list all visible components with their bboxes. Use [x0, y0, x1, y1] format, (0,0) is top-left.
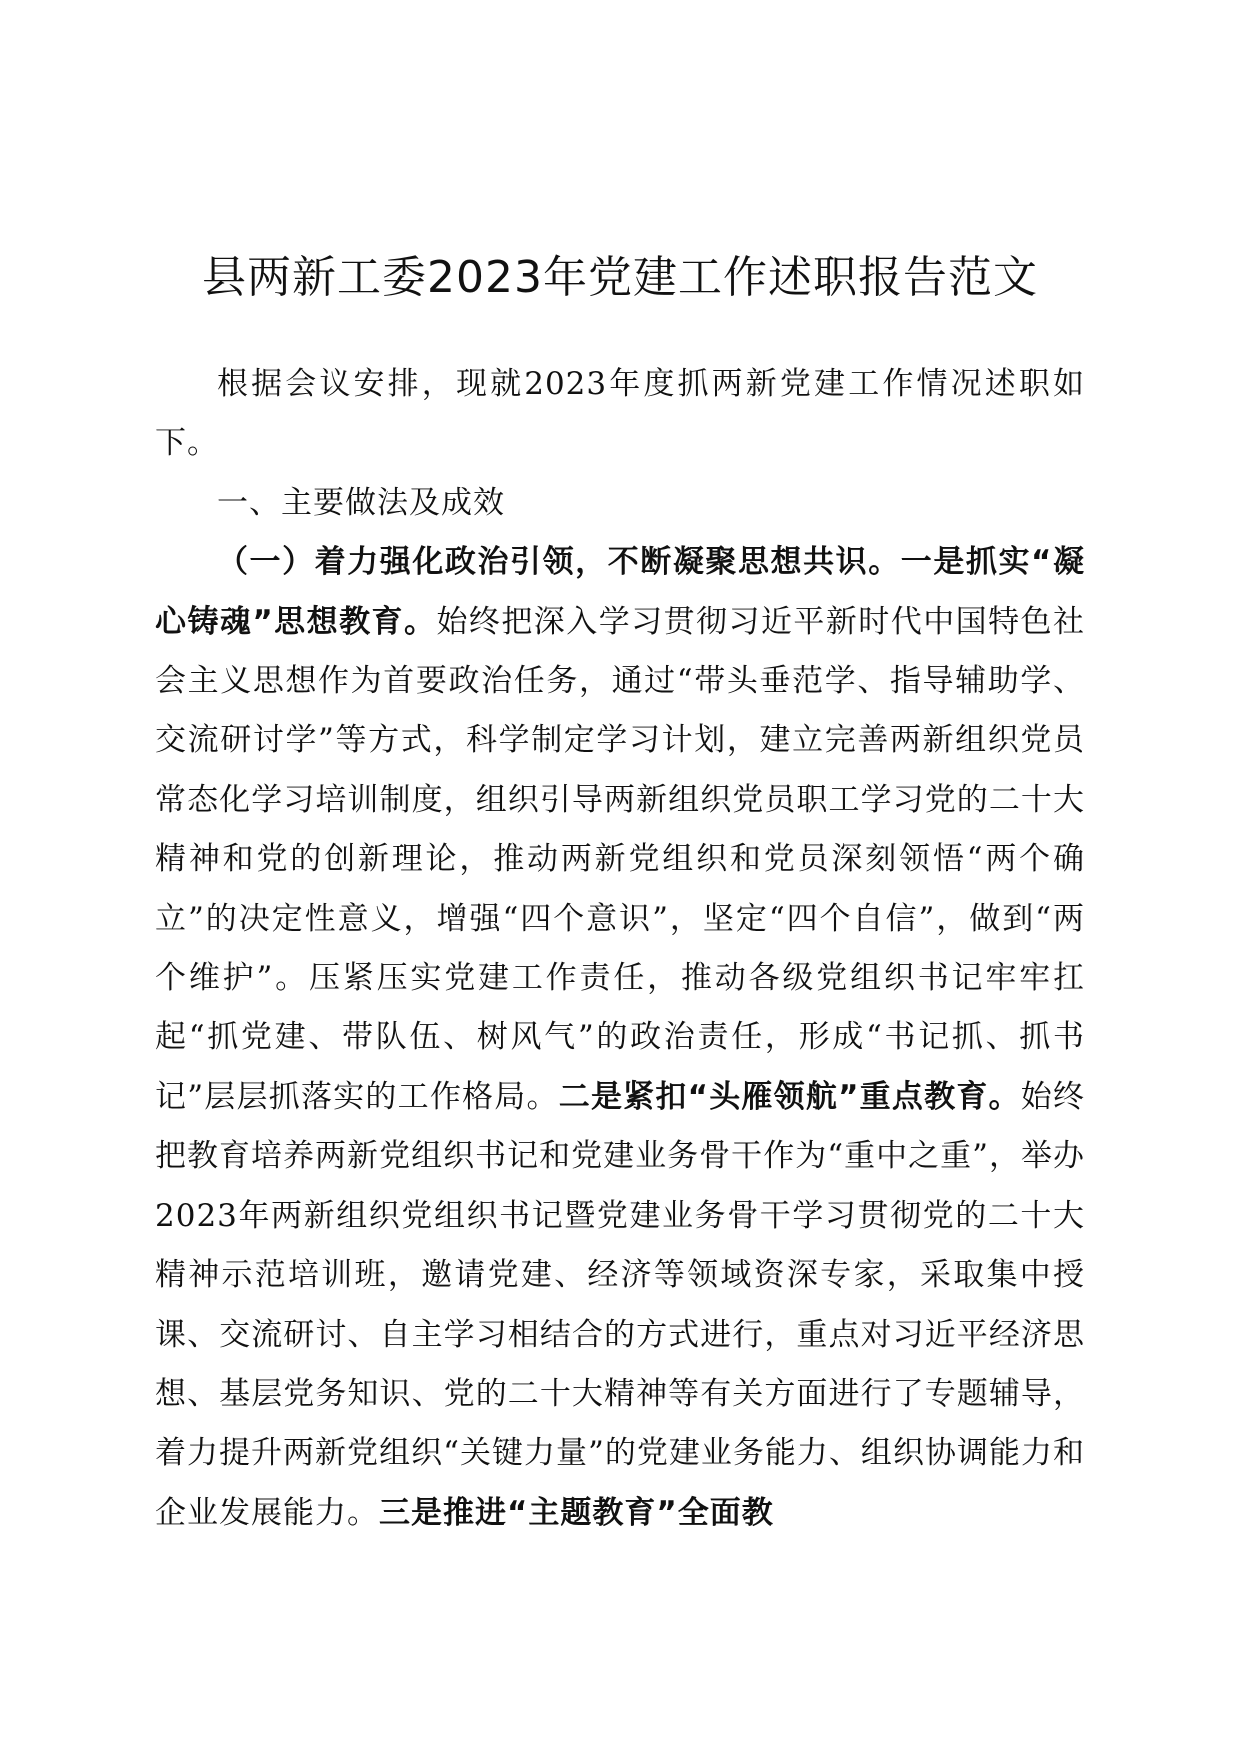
document-body — [155, 355, 1085, 1543]
document-title: 县两新工委2023年党建工作述职报告范文 — [202, 252, 1038, 303]
section-heading: 一、主要做法及成效 — [217, 484, 505, 521]
paragraph-text: 始终把深入学习贯彻习近平新时代中国特色社会主义思想作为首要政治任务，通过“带头垂范学、指导辅助学、交流研讨学”等方式，科学制定学习计划，建立完善两新组织党员常态化学习培训制度，组织引导两新组织党员职工学习党的二十大精神和党的创新理论，推动两新党组织和党员深刻领悟“两个确立”的决定性意义，增强“四个意识”，坚定“四个自信”，做到“两个维护”。压紧压实党建工作责任，推动各级党组织书记牢牢扛起“抓党建、带队伍、树风气”的政治责任，形成“书记抓、抓书记”层层抓落实的工作格局。 — [155, 603, 1086, 1115]
paragraph-bold-point-2: 二是紧扣“头雁领航”重点教育。 — [558, 1078, 1021, 1115]
paragraph-text-2: 始终把教育培养两新党组织书记和党建业务骨干作为“重中之重”，举办2023年两新组织党组织书记暨党建业务骨干学习贯彻党的二十大精神示范培训班，邀请党建、经济等领域资深专家，采取集中授课、交流研讨、自主学习相结合的方式进行，重点对习近平经济思想、基层党务知识、党的二十大精神等有关方面进行了专题辅导，着力提升两新党组织“关键力量”的党建业务能力、组织协调能力和企业发展能力。 — [155, 1078, 1086, 1531]
body-paragraph — [155, 533, 1085, 1543]
paragraph-lead-bold: （一）着力强化政治引领，不断凝聚思想共识。一是抓实“凝心铸魂”思想教育。 — [155, 544, 1085, 640]
intro-paragraph: 根据会议安排，现就2023年度抓两新党建工作情况述职如下。 — [155, 366, 1085, 462]
paragraph-bold-point-3: 三是推进“主题教育”全面教 — [379, 1494, 774, 1531]
